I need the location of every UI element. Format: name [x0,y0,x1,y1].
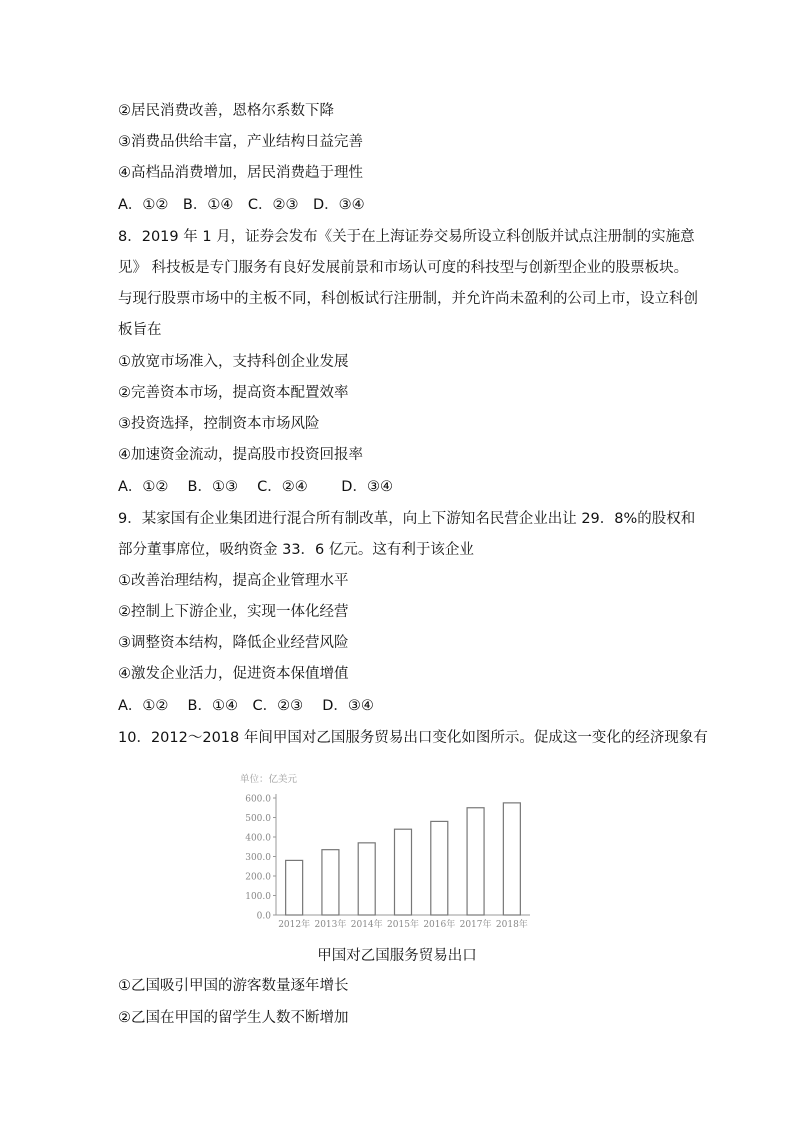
x-tick-label: 2013年 [314,920,347,930]
q8-item-4: ④加速资金流动，提高股市投资回报率 [118,447,363,463]
q8-answer-options: A．①② B．①③ C．②④ D．③④ [118,479,393,495]
y-tick-label: 100.0 [245,892,271,902]
q9-stem-line-1: 9．某家国有企业集团进行混合所有制改革，向上下游知名民营企业出让 29．8%的股权和 [118,511,696,527]
q9-item-1: ①改善治理结构，提高企业管理水平 [118,573,349,589]
y-tick-label: 500.0 [245,814,271,824]
q9-answer-options: A．①② B．①④ C．②③ D．③④ [118,698,374,714]
y-tick-label: 300.0 [245,853,271,863]
q10-item-1: ①乙国吸引甲国的游客数量逐年增长 [118,978,349,994]
x-tick-label: 2016年 [423,920,456,930]
q9-item-2: ②控制上下游企业，实现一体化经营 [118,604,349,620]
x-tick-label: 2018年 [495,920,528,930]
q10-stem: 10．2012～2018 年间甲国对乙国服务贸易出口变化如图所示。促成这一变化的经济现象有 [118,730,708,746]
q8-item-1: ①放宽市场准入，支持科创企业发展 [118,354,349,370]
x-tick-label: 2014年 [350,920,383,930]
bar [503,803,520,915]
x-tick-label: 2015年 [387,920,419,930]
bar [322,850,339,915]
export-bar-chart [236,770,534,932]
bar [395,829,412,915]
q8-stem-line-3: 与现行股票市场中的主板不同，科创板试行注册制，并允许尚未盈利的公司上市，设立科创 [118,291,698,307]
q9-item-3: ③调整资本结构，降低企业经营风险 [118,635,349,651]
bar-chart-svg [236,770,534,932]
q8-stem-line-2: 见》 科技板是专门服务有良好发展前景和市场认可度的科技型与创新型企业的股票板块。 [118,260,689,276]
q8-stem-line-4: 板旨在 [118,322,162,338]
q9-stem-line-2: 部分董事席位，吸纳资金 33．6 亿元。这有利于该企业 [118,542,474,558]
bar [467,808,484,915]
q10-item-2: ②乙国在甲国的留学生人数不断增加 [118,1010,349,1026]
bar [431,821,448,915]
option-line-3: ③消费品供给丰富，产业结构日益完善 [118,134,363,150]
chart-caption: 甲国对乙国服务贸易出口 [317,948,477,964]
y-tick-label: 0.0 [256,911,271,922]
option-line-2: ②居民消费改善，恩格尔系数下降 [118,103,334,119]
q8-item-3: ③投资选择，控制资本市场风险 [118,416,320,432]
y-tick-label: 400.0 [245,833,271,844]
q7-answer-options: A．①② B．①④ C．②③ D．③④ [118,197,365,213]
bar [358,843,375,915]
x-tick-label: 2012年 [278,920,311,930]
bar [286,860,303,915]
q8-stem-line-1: 8．2019 年 1 月，证券会发布《关于在上海证券交易所设立科创版并试点注册制的实施意 [118,229,695,245]
q9-item-4: ④激发企业活力，促进资本保值增值 [118,666,349,682]
option-line-4: ④高档品消费增加，居民消费趋于理性 [118,165,363,181]
unit-label: 单位：亿美元 [240,774,298,785]
x-tick-label: 2017年 [459,920,492,930]
y-tick-label: 600.0 [245,794,271,805]
q8-item-2: ②完善资本市场，提高资本配置效率 [118,385,349,401]
y-tick-label: 200.0 [245,872,271,883]
